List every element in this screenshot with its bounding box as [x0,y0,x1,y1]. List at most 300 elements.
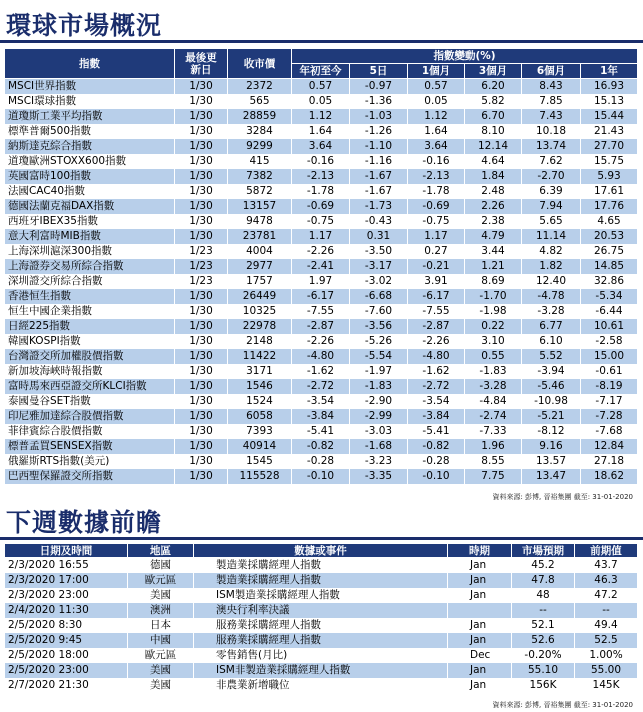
market-title-underline [0,40,643,43]
market-cell-date: 1/30 [175,304,228,319]
market-cell-ytd: 1.64 [292,124,350,139]
market-cell-y1: 10.61 [581,319,638,334]
market-cell-y1: 15.75 [581,154,638,169]
market-cell-d5: -2.99 [350,409,408,424]
market-cell-date: 1/30 [175,349,228,364]
event-cell-region: 日本 [128,618,194,633]
market-cell-date: 1/30 [175,469,228,484]
market-cell-ytd: -1.62 [292,364,350,379]
market-cell-ytd: 0.05 [292,94,350,109]
header-close: 收市價 [228,49,292,79]
event-row [5,573,638,588]
market-cell-close: 7382 [228,169,292,184]
market-cell-m3: 8.55 [465,454,522,469]
market-cell-m3: 6.20 [465,79,522,95]
market-cell-ytd: -0.69 [292,199,350,214]
market-cell-d5: -6.68 [350,289,408,304]
event-cell-previous: 55.00 [575,663,638,678]
market-cell-d5: -1.26 [350,124,408,139]
event-cell-region: 德國 [128,558,194,574]
market-cell-m1: -2.13 [408,169,465,184]
events-section-title: 下週數據前瞻 [6,508,163,537]
event-cell-previous: 43.7 [575,558,638,574]
market-source-note: 資料來源: 彭博, 晉裕集團 截至: 31-01-2020 [492,493,633,501]
event-cell-period: Jan [448,678,512,693]
market-cell-m6: -3.28 [522,304,581,319]
market-row [5,304,638,319]
market-cell-m1: -1.78 [408,184,465,199]
market-section-title: 環球市場概況 [6,11,163,40]
event-cell-forecast: 52.6 [512,633,575,648]
market-cell-m1: 0.57 [408,79,465,95]
market-cell-close: 10325 [228,304,292,319]
market-cell-m1: 1.12 [408,109,465,124]
event-cell-event: 服務業採購經理人指數 [194,618,448,633]
market-cell-m3: 7.75 [465,469,522,484]
market-cell-ytd: 3.64 [292,139,350,154]
market-cell-ytd: -2.26 [292,244,350,259]
market-cell-m3: 1.21 [465,259,522,274]
market-cell-ytd: -3.84 [292,409,350,424]
market-cell-m3: 3.44 [465,244,522,259]
market-cell-close: 2148 [228,334,292,349]
market-cell-ytd: -6.17 [292,289,350,304]
market-cell-m6: 7.62 [522,154,581,169]
market-cell-m6: -10.98 [522,394,581,409]
market-row [5,214,638,229]
market-cell-name: 法國CAC40指數 [5,184,175,199]
market-cell-ytd: -0.10 [292,469,350,484]
market-row [5,184,638,199]
market-cell-d5: -3.02 [350,274,408,289]
market-cell-date: 1/30 [175,439,228,454]
event-cell-datetime: 2/3/2020 16:55 [5,558,128,574]
market-cell-m3: 6.70 [465,109,522,124]
market-cell-y1: 16.93 [581,79,638,95]
header-1y: 1年 [581,64,638,79]
market-row [5,289,638,304]
market-row [5,424,638,439]
market-cell-name: 深圳證交所綜合指數 [5,274,175,289]
event-cell-previous: 145K [575,678,638,693]
market-cell-m6: 1.82 [522,259,581,274]
market-cell-date: 1/30 [175,379,228,394]
market-cell-name: 新加坡海峽時報指數 [5,364,175,379]
event-cell-previous: 47.2 [575,588,638,603]
market-cell-d5: -3.35 [350,469,408,484]
market-cell-m1: -2.87 [408,319,465,334]
market-cell-m6: 4.82 [522,244,581,259]
event-row [5,558,638,574]
market-cell-name: 道瓊歐洲STOXX600指數 [5,154,175,169]
market-cell-m1: -5.41 [408,424,465,439]
market-cell-close: 3171 [228,364,292,379]
market-row [5,139,638,154]
market-cell-m3: -1.70 [465,289,522,304]
market-cell-date: 1/30 [175,214,228,229]
market-cell-m3: 3.10 [465,334,522,349]
event-cell-period: Jan [448,588,512,603]
market-cell-name: 富時馬來西亞證交所KLCI指數 [5,379,175,394]
market-cell-close: 11422 [228,349,292,364]
market-cell-ytd: -2.72 [292,379,350,394]
market-cell-d5: -1.73 [350,199,408,214]
market-cell-d5: -1.68 [350,439,408,454]
market-cell-date: 1/30 [175,184,228,199]
market-cell-m1: -0.21 [408,259,465,274]
market-row [5,154,638,169]
market-cell-d5: -3.23 [350,454,408,469]
market-cell-m6: 6.39 [522,184,581,199]
market-cell-d5: -1.83 [350,379,408,394]
market-cell-ytd: -2.41 [292,259,350,274]
market-cell-m3: 2.26 [465,199,522,214]
market-cell-m3: -1.98 [465,304,522,319]
market-row [5,169,638,184]
market-cell-close: 5872 [228,184,292,199]
market-cell-name: 日經225指數 [5,319,175,334]
market-cell-date: 1/30 [175,364,228,379]
market-cell-m1: -1.62 [408,364,465,379]
market-cell-close: 1546 [228,379,292,394]
market-cell-y1: 32.86 [581,274,638,289]
header-change-group: 指數變動(%) [292,49,638,64]
events-source-note: 資料來源: 彭博, 晉裕集團 截至: 31-01-2020 [492,701,633,709]
market-cell-d5: -7.60 [350,304,408,319]
market-cell-ytd: 1.17 [292,229,350,244]
event-cell-datetime: 2/3/2020 17:00 [5,573,128,588]
market-cell-m3: 5.82 [465,94,522,109]
market-cell-y1: 27.18 [581,454,638,469]
market-cell-m6: 13.74 [522,139,581,154]
market-row [5,334,638,349]
market-cell-date: 1/30 [175,334,228,349]
market-cell-m3: 0.22 [465,319,522,334]
market-cell-m6: 9.16 [522,439,581,454]
market-cell-date: 1/30 [175,139,228,154]
event-cell-forecast: 45.2 [512,558,575,574]
market-cell-m1: -0.16 [408,154,465,169]
market-cell-m6: -5.46 [522,379,581,394]
market-cell-close: 23781 [228,229,292,244]
market-cell-name: 台灣證交所加權股價指數 [5,349,175,364]
event-cell-forecast: 55.10 [512,663,575,678]
market-row [5,259,638,274]
market-cell-d5: -1.36 [350,94,408,109]
market-cell-y1: 15.00 [581,349,638,364]
market-cell-ytd: -1.78 [292,184,350,199]
market-cell-name: 英國富時100指數 [5,169,175,184]
market-cell-m6: 13.57 [522,454,581,469]
market-row [5,379,638,394]
market-cell-name: 意大利富時MIB指數 [5,229,175,244]
market-cell-d5: -1.67 [350,169,408,184]
market-cell-name: 韓國KOSPI指數 [5,334,175,349]
market-cell-m6: 7.43 [522,109,581,124]
market-row [5,274,638,289]
market-cell-ytd: -2.13 [292,169,350,184]
market-cell-m6: 10.18 [522,124,581,139]
market-cell-name: 香港恒生指數 [5,289,175,304]
event-cell-period: Jan [448,558,512,574]
event-cell-forecast: -0.20% [512,648,575,663]
market-cell-m6: 11.14 [522,229,581,244]
market-cell-m3: -7.33 [465,424,522,439]
market-cell-m3: -3.28 [465,379,522,394]
event-cell-previous: 1.00% [575,648,638,663]
market-cell-m6: 5.52 [522,349,581,364]
event-cell-previous: 46.3 [575,573,638,588]
market-cell-m1: 3.64 [408,139,465,154]
market-cell-date: 1/30 [175,229,228,244]
market-cell-ytd: 1.97 [292,274,350,289]
market-cell-close: 22978 [228,319,292,334]
market-cell-ytd: -7.55 [292,304,350,319]
event-cell-forecast: 47.8 [512,573,575,588]
event-cell-previous: 49.4 [575,618,638,633]
event-cell-period [448,603,512,618]
market-cell-name: 標普孟買SENSEX指數 [5,439,175,454]
market-cell-ytd: -0.28 [292,454,350,469]
market-cell-name: MSCI世界指數 [5,79,175,95]
market-cell-close: 6058 [228,409,292,424]
market-cell-d5: -3.56 [350,319,408,334]
market-cell-name: 俄羅斯RTS指數(美元) [5,454,175,469]
market-cell-y1: 15.44 [581,109,638,124]
market-cell-y1: -8.19 [581,379,638,394]
header-latest-date: 最後更新日 [175,49,228,79]
events-title-underline [0,537,643,540]
market-cell-m1: 0.05 [408,94,465,109]
event-cell-period: Jan [448,618,512,633]
market-cell-m3: 1.96 [465,439,522,454]
market-table [4,48,638,484]
market-cell-y1: -6.44 [581,304,638,319]
market-row [5,364,638,379]
market-cell-m6: 6.77 [522,319,581,334]
market-cell-m6: -4.78 [522,289,581,304]
event-cell-event: 零售銷售(月比) [194,648,448,663]
event-cell-forecast: 52.1 [512,618,575,633]
market-row [5,244,638,259]
market-cell-y1: 18.62 [581,469,638,484]
market-cell-close: 4004 [228,244,292,259]
market-cell-close: 9478 [228,214,292,229]
header-1m: 1個月 [408,64,465,79]
event-row [5,588,638,603]
market-cell-y1: 26.75 [581,244,638,259]
market-cell-ytd: 1.12 [292,109,350,124]
market-cell-close: 2977 [228,259,292,274]
event-cell-forecast: 48 [512,588,575,603]
market-cell-y1: 4.65 [581,214,638,229]
market-cell-name: 標準普爾500指數 [5,124,175,139]
market-cell-date: 1/23 [175,274,228,289]
market-cell-m3: 8.69 [465,274,522,289]
market-cell-m1: -2.26 [408,334,465,349]
market-cell-name: 上海證券交易所綜合指數 [5,259,175,274]
event-row [5,618,638,633]
market-cell-m3: 12.14 [465,139,522,154]
event-cell-region: 美國 [128,663,194,678]
market-cell-name: 泰國曼谷SET指數 [5,394,175,409]
event-cell-datetime: 2/3/2020 23:00 [5,588,128,603]
market-cell-d5: -1.97 [350,364,408,379]
header-5d: 5日 [350,64,408,79]
market-cell-close: 565 [228,94,292,109]
market-cell-m6: -3.94 [522,364,581,379]
market-cell-m1: -2.72 [408,379,465,394]
market-cell-ytd: -4.80 [292,349,350,364]
event-cell-datetime: 2/5/2020 9:45 [5,633,128,648]
event-cell-forecast: 156K [512,678,575,693]
market-cell-ytd: -0.16 [292,154,350,169]
event-cell-previous: -- [575,603,638,618]
event-cell-region: 美國 [128,588,194,603]
event-cell-region: 歐元區 [128,573,194,588]
market-cell-name: 西班牙IBEX35指數 [5,214,175,229]
market-cell-y1: 5.93 [581,169,638,184]
event-cell-period: Jan [448,663,512,678]
event-cell-event: ISM非製造業採購經理人指數 [194,663,448,678]
market-cell-date: 1/30 [175,154,228,169]
market-cell-m1: -0.82 [408,439,465,454]
market-row [5,319,638,334]
market-cell-date: 1/30 [175,394,228,409]
market-cell-m6: -5.21 [522,409,581,424]
event-cell-datetime: 2/5/2020 8:30 [5,618,128,633]
market-cell-m3: -4.84 [465,394,522,409]
market-row [5,79,638,95]
market-cell-ytd: -2.26 [292,334,350,349]
market-cell-date: 1/23 [175,259,228,274]
market-cell-m6: -2.70 [522,169,581,184]
market-cell-close: 28859 [228,109,292,124]
market-cell-date: 1/30 [175,109,228,124]
market-cell-d5: -1.16 [350,154,408,169]
market-cell-date: 1/23 [175,244,228,259]
market-cell-d5: -0.43 [350,214,408,229]
market-cell-y1: 27.70 [581,139,638,154]
market-row [5,109,638,124]
market-cell-d5: -1.03 [350,109,408,124]
header-6m: 6個月 [522,64,581,79]
market-cell-m1: -0.69 [408,199,465,214]
market-cell-date: 1/30 [175,124,228,139]
market-cell-m1: -3.54 [408,394,465,409]
market-cell-date: 1/30 [175,199,228,214]
header-forecast: 市場預期 [512,544,575,558]
market-cell-date: 1/30 [175,79,228,95]
market-cell-m1: 0.27 [408,244,465,259]
market-cell-m3: 2.48 [465,184,522,199]
market-cell-d5: -5.54 [350,349,408,364]
market-row [5,394,638,409]
market-cell-d5: -1.67 [350,184,408,199]
market-cell-name: 道瓊斯工業平均指數 [5,109,175,124]
market-cell-date: 1/30 [175,289,228,304]
event-cell-region: 中國 [128,633,194,648]
market-cell-d5: -3.50 [350,244,408,259]
market-cell-date: 1/30 [175,409,228,424]
market-cell-m6: 5.65 [522,214,581,229]
market-cell-m3: -1.83 [465,364,522,379]
market-cell-m1: -0.75 [408,214,465,229]
market-row [5,124,638,139]
event-row [5,633,638,648]
market-cell-date: 1/30 [175,94,228,109]
market-cell-name: 納斯達克綜合指數 [5,139,175,154]
market-cell-d5: -1.10 [350,139,408,154]
market-cell-name: 印尼雅加達綜合股價指數 [5,409,175,424]
market-cell-ytd: -3.54 [292,394,350,409]
market-cell-m1: 3.91 [408,274,465,289]
market-cell-close: 1757 [228,274,292,289]
market-cell-close: 415 [228,154,292,169]
market-cell-m1: -0.10 [408,469,465,484]
event-cell-datetime: 2/4/2020 11:30 [5,603,128,618]
market-cell-d5: -5.26 [350,334,408,349]
market-cell-m3: 1.84 [465,169,522,184]
market-row [5,454,638,469]
header-previous: 前期值 [575,544,638,558]
market-cell-y1: 15.13 [581,94,638,109]
event-cell-period: Jan [448,633,512,648]
market-cell-y1: 17.61 [581,184,638,199]
market-cell-close: 115528 [228,469,292,484]
market-cell-close: 1524 [228,394,292,409]
market-cell-m1: 1.17 [408,229,465,244]
market-cell-m1: -6.17 [408,289,465,304]
market-cell-m1: 1.64 [408,124,465,139]
header-period: 時期 [448,544,512,558]
market-cell-name: 恒生中國企業指數 [5,304,175,319]
header-event: 數據或事件 [194,544,448,558]
market-cell-d5: 0.31 [350,229,408,244]
event-cell-region: 澳洲 [128,603,194,618]
market-row [5,409,638,424]
market-cell-m1: -4.80 [408,349,465,364]
event-cell-region: 美國 [128,678,194,693]
market-cell-m6: 6.10 [522,334,581,349]
market-cell-name: MSCI環球指數 [5,94,175,109]
header-region: 地區 [128,544,194,558]
market-cell-m6: 7.85 [522,94,581,109]
market-cell-ytd: -0.75 [292,214,350,229]
market-row [5,439,638,454]
market-cell-m3: 8.10 [465,124,522,139]
market-cell-m1: -7.55 [408,304,465,319]
event-cell-event: ISM製造業採購經理人指數 [194,588,448,603]
event-cell-event: 服務業採購經理人指數 [194,633,448,648]
market-cell-y1: -7.68 [581,424,638,439]
market-cell-close: 26449 [228,289,292,304]
header-3m: 3個月 [465,64,522,79]
market-row [5,199,638,214]
event-cell-previous: 52.5 [575,633,638,648]
market-cell-d5: -2.90 [350,394,408,409]
event-cell-datetime: 2/5/2020 23:00 [5,663,128,678]
market-cell-y1: 21.43 [581,124,638,139]
market-cell-close: 9299 [228,139,292,154]
market-row [5,94,638,109]
market-cell-ytd: -5.41 [292,424,350,439]
event-row [5,603,638,618]
event-cell-region: 歐元區 [128,648,194,663]
market-cell-m6: 7.94 [522,199,581,214]
market-cell-date: 1/30 [175,424,228,439]
market-cell-ytd: -0.82 [292,439,350,454]
